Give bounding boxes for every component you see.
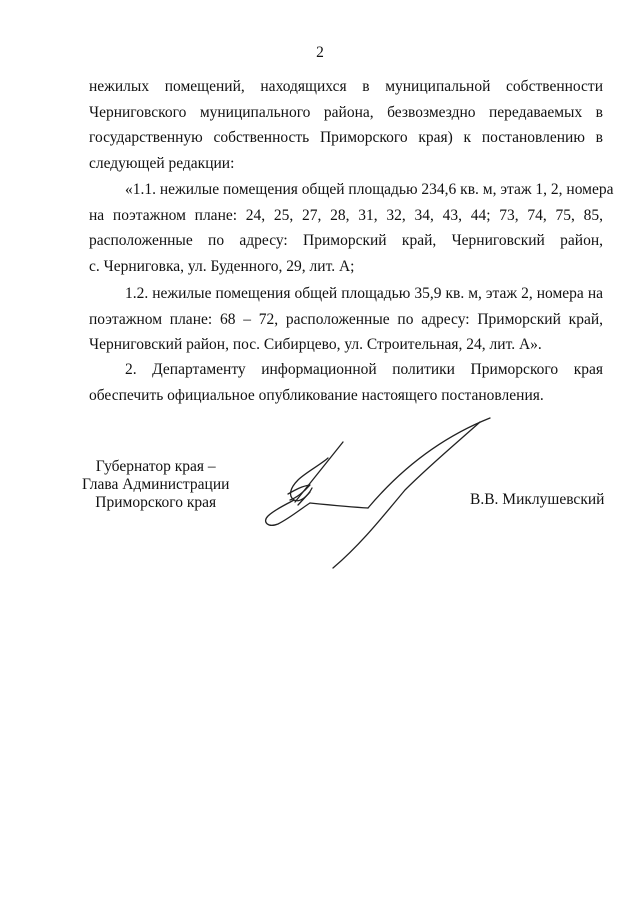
signatory-title-line: Глава Администрации <box>82 476 230 493</box>
text-line: нежилых помещений, находящихся в муниципальной собственности <box>89 78 603 95</box>
paragraph-item-2 <box>89 357 603 408</box>
paragraph-1 <box>89 74 603 176</box>
text-line: Черниговского муниципального района, безвозмездно передаваемых в <box>89 103 603 121</box>
text-line: расположенные по адресу: Приморский край, Черниговский район, <box>89 232 603 249</box>
text-line: Черниговский район, пос. Сибирцево, ул. Строительная, 24, лит. А». <box>89 336 542 353</box>
text-line: следующей редакции: <box>89 154 235 172</box>
text-line: государственную собственность Приморского края) к постановлению в <box>89 129 603 146</box>
signatory-title-line: Приморского края <box>95 494 217 511</box>
paragraph-item-1-1 <box>89 177 614 279</box>
signatory-title <box>82 458 229 512</box>
text-line: 1.2. нежилые помещения общей площадью 35,9 кв. м, этаж 2, номера на <box>125 285 603 302</box>
signatory-name: В.В. Миклушевский <box>470 491 605 508</box>
page-number: 2 <box>316 44 324 61</box>
text-line: «1.1. нежилые помещения общей площадью 234,6 кв. м, этаж 1, 2, номера <box>125 181 614 198</box>
handwritten-signature <box>250 410 500 575</box>
text-line: 2. Департаменту информационной политики Приморского края <box>125 361 603 378</box>
text-line: на поэтажном плане: 24, 25, 27, 28, 31, 32, 34, 43, 44; 73, 74, 75, 85, <box>89 206 603 224</box>
text-line: с. Черниговка, ул. Буденного, 29, лит. А; <box>89 257 355 275</box>
signatory-title-line: Губернатор края – <box>95 458 216 475</box>
text-line: поэтажном плане: 68 – 72, расположенные по адресу: Приморский край, <box>89 310 603 328</box>
text-line: обеспечить официальное опубликование настоящего постановления. <box>89 386 544 404</box>
paragraph-item-1-2 <box>89 281 603 358</box>
